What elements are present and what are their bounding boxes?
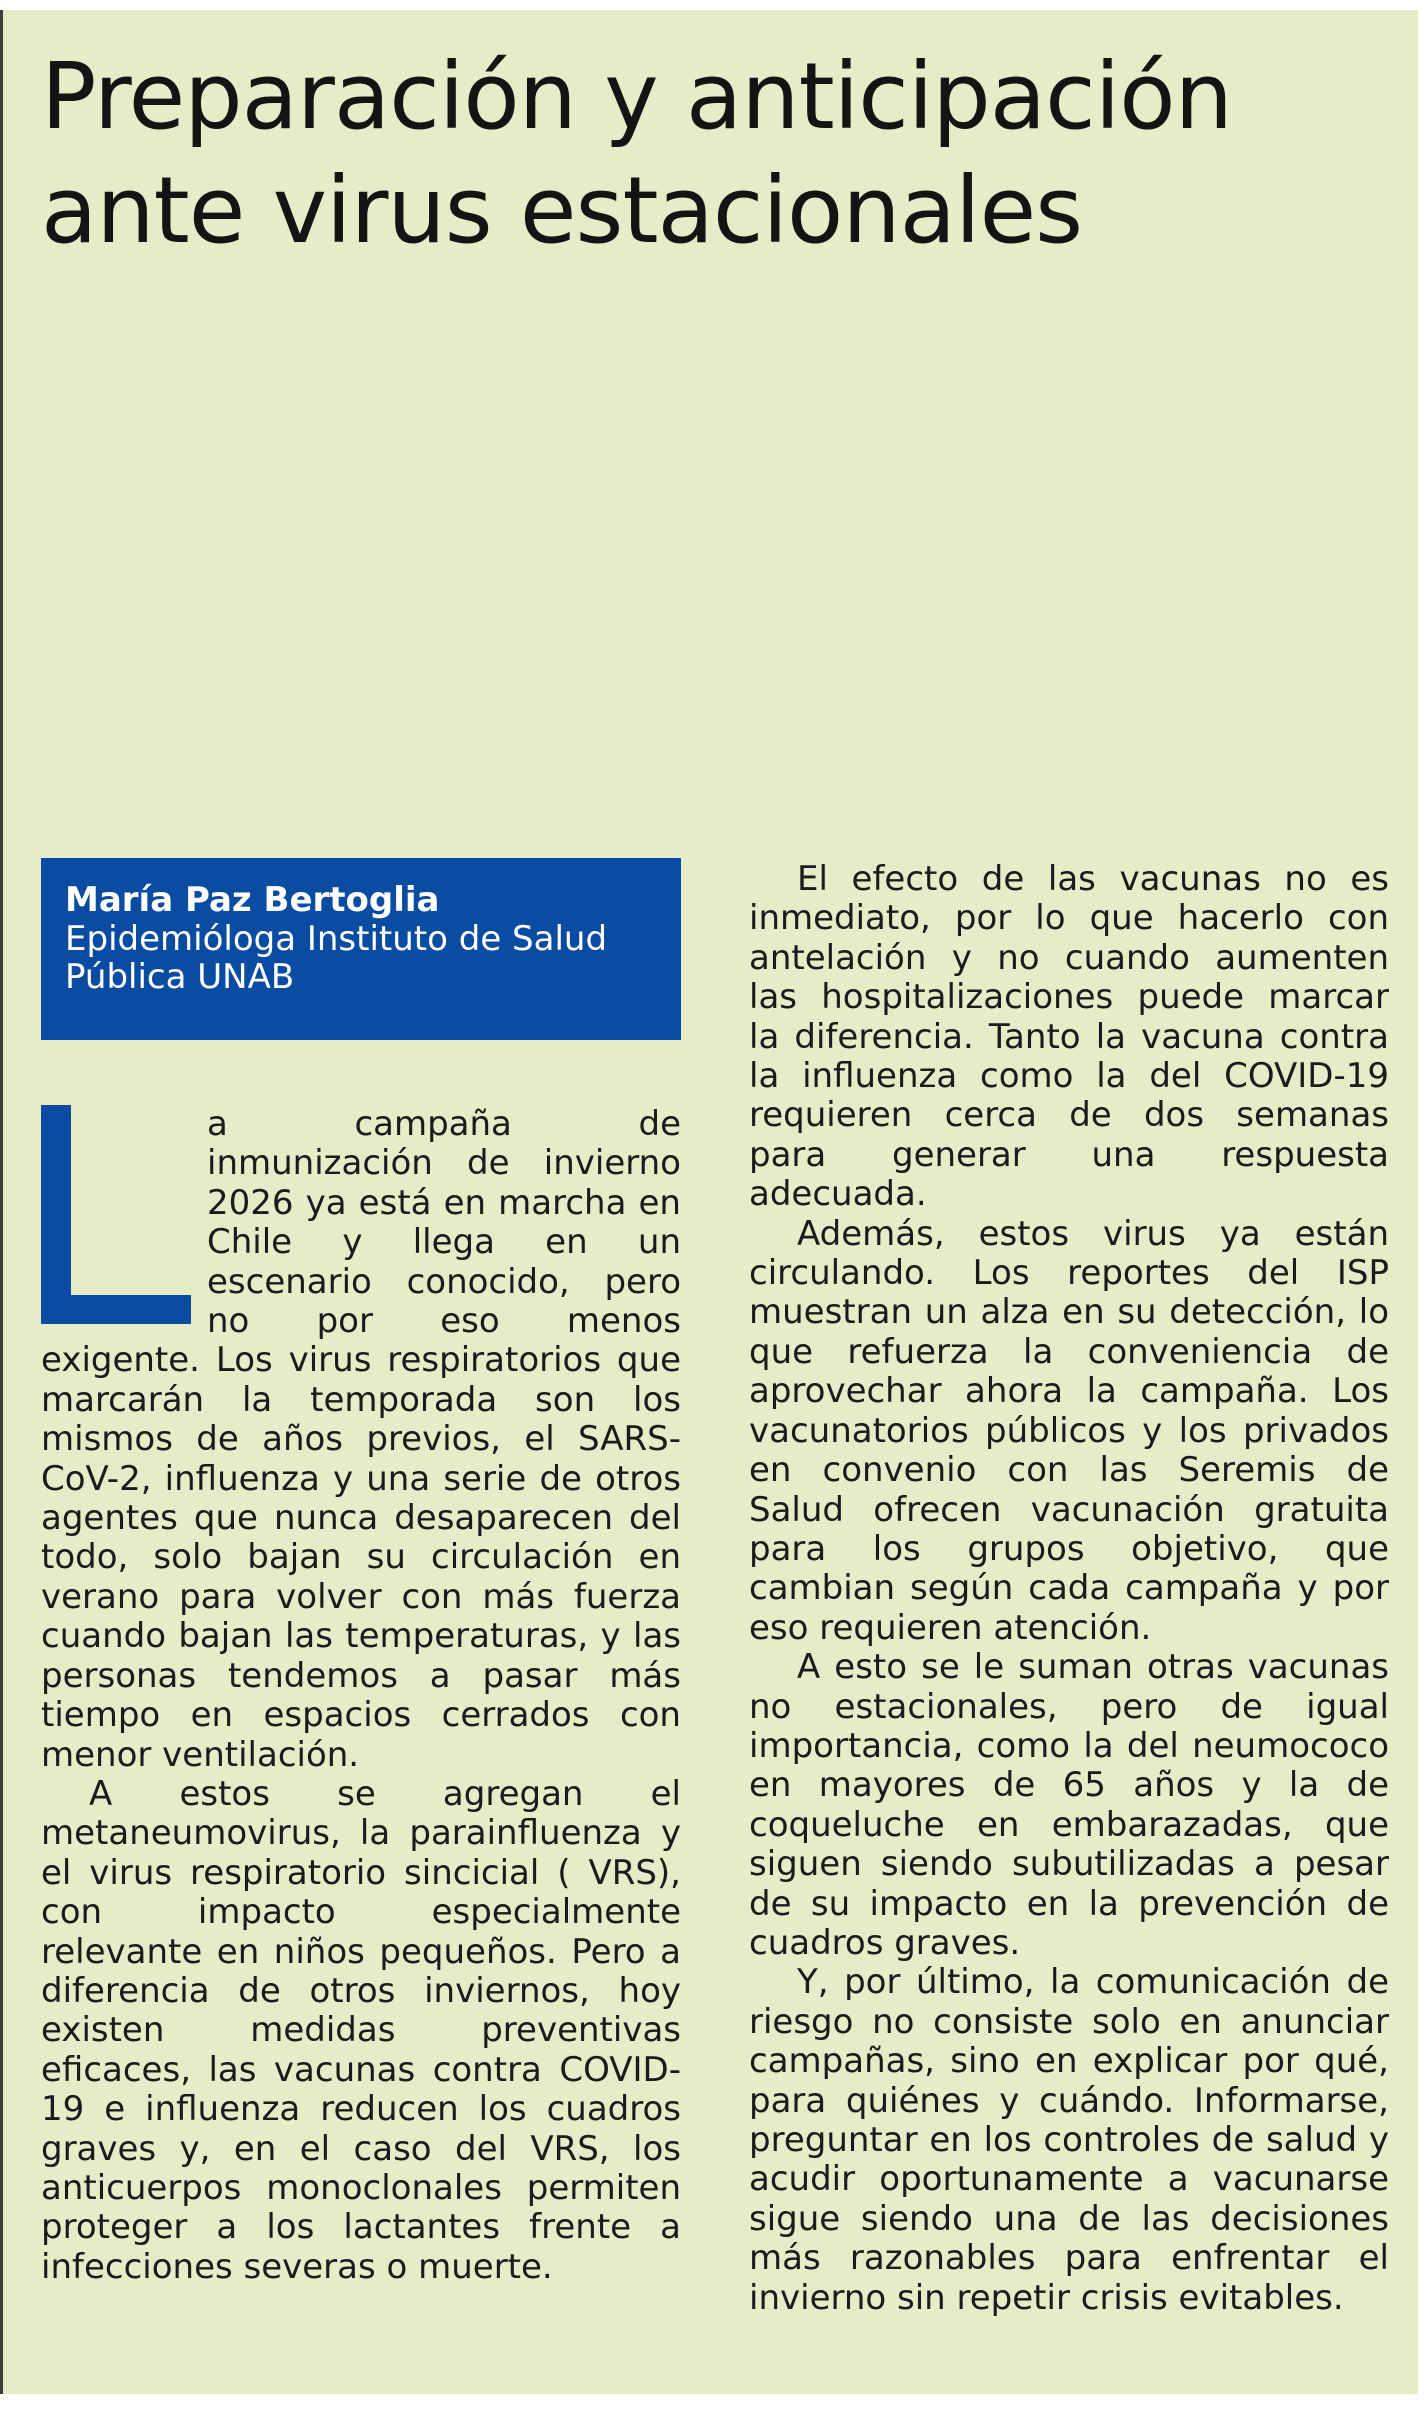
article-paragraph: Además, estos virus ya están circulando. Los reportes del ISP muestran un alza en su detección, lo que refuerza la conveniencia de aprovechar ahora la campaña. Los vacunatorios públicos y los privados en convenio con las Seremis de Salud ofrecen vacunación gratuita para los grupos objetivo, que cambian según cada campaña y por eso requieren atención. [749, 1213, 1389, 1648]
article-paragraph: A esto se le suman otras vacunas no estacionales, pero de igual importancia, como la del neumococo en mayores de 65 años y la de coqueluche en embarazadas, que siguen siendo subutilizadas a pesar de su impacto en la prevención de cuadros graves. [749, 1647, 1389, 1963]
article-column-right [749, 860, 1389, 2360]
author-role: Epidemióloga Instituto de Salud Pública UNAB [65, 919, 608, 997]
headline: Preparación y anticipación ante virus estacionales [41, 43, 1232, 264]
article-panel [0, 10, 1418, 2394]
article-column-left [41, 1105, 681, 2385]
article-paragraph: A estos se agregan el metaneumovirus, la parainfluenza y el virus respiratorio sincicial ( VRS), con impacto especialmente relevante en niños pequeños. Pero a diferencia de otros inviernos, hoy existen medidas preventivas eficaces, las vacunas contra COVID-19 e influenza reducen los cuadros graves y, en el caso del VRS, los anticuerpos monoclonales permiten proteger a los lactantes frente a infecciones severas o muerte. [41, 1773, 681, 2287]
author-name: María Paz Bertoglia [65, 880, 440, 920]
author-box [41, 858, 681, 1040]
dropcap [41, 1105, 191, 1324]
article-paragraph: El efecto de las vacunas no es inmediato, por lo que hacerlo con antelación y no cuando aumenten las hospitalizaciones puede marcar la diferencia. Tanto la vacuna contra la influenza como la del COVID-19 requieren cerca de dos semanas para generar una respuesta adecuada. [749, 859, 1389, 1215]
article-paragraph: Y, por último, la comunicación de riesgo no consiste solo en anunciar campañas, sino en explicar por qué, para quiénes y cuándo. Informarse, preguntar en los controles de salud y acudir oportunamente a vacunarse sigue siendo una de las decisiones más razonables para enfrentar el invierno sin repetir crisis evitables. [749, 1962, 1389, 2318]
article-paragraph: a campaña de inmunización de invierno 2026 ya está en marcha en Chile y llega en un escenario conocido, pero no por eso menos exigente. Los virus respiratorios que marcarán la temporada son los mismos de años previos, el SARS-CoV-2, influenza y una serie de otros agentes que nunca desaparecen del todo, solo bajan su circulación en verano para volver con más fuerza cuando bajan las temperaturas, y las personas tendemos a pasar más tiempo en espacios cerrados con menor ventilación. [41, 1104, 681, 1775]
